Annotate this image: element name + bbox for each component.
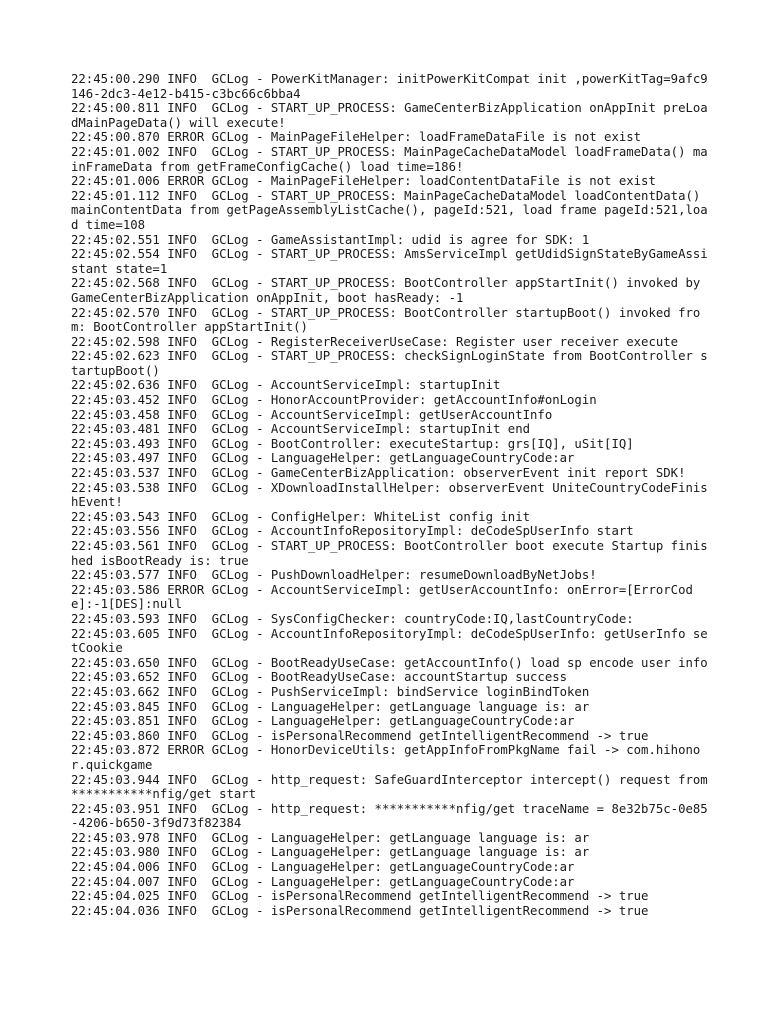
log-line: 22:45:03.577 INFO GCLog - PushDownloadHelper: resumeDownloadByNetJobs! xyxy=(71,568,597,583)
log-line: 22:45:02.623 INFO GCLog - START_UP_PROCESS: checkSignLoginState from BootController startupBoot() xyxy=(71,349,708,378)
log-line: 22:45:03.497 INFO GCLog - LanguageHelper: getLanguageCountryCode:ar xyxy=(71,451,575,466)
log-line: 22:45:03.493 INFO GCLog - BootController: executeStartup: grs[IQ], uSit[IQ] xyxy=(71,436,634,451)
log-line: 22:45:03.980 INFO GCLog - LanguageHelper: getLanguage language is: ar xyxy=(71,845,590,860)
log-line: 22:45:03.851 INFO GCLog - LanguageHelper: getLanguageCountryCode:ar xyxy=(71,714,575,729)
log-line: 22:45:02.554 INFO GCLog - START_UP_PROCESS: AmsServiceImpl getUdidSignStateByGameAssistant state=1 xyxy=(71,247,708,276)
log-line: 22:45:02.636 INFO GCLog - AccountServiceImpl: startupInit xyxy=(71,378,501,393)
log-line: 22:45:03.872 ERROR GCLog - HonorDeviceUtils: getAppInfoFromPkgName fail -> com.hihonor.quickgame xyxy=(71,743,701,772)
log-line: 22:45:03.537 INFO GCLog - GameCenterBizApplication: observerEvent init report SDK! xyxy=(71,466,686,481)
log-line: 22:45:03.593 INFO GCLog - SysConfigChecker: countryCode:IQ,lastCountryCode: xyxy=(71,611,634,626)
log-line: 22:45:01.112 INFO GCLog - START_UP_PROCESS: MainPageCacheDataModel loadContentData() mainContentData from getPageAssemblyListCache(), pageId:521, load frame pageId:521,load time=108 xyxy=(71,188,708,232)
log-line: 22:45:01.002 INFO GCLog - START_UP_PROCESS: MainPageCacheDataModel loadFrameData() mainFrameData from getFrameConfigCache() load time=186! xyxy=(71,144,708,174)
log-line: 22:45:03.556 INFO GCLog - AccountInfoRepositoryImpl: deCodeSpUserInfo start xyxy=(71,524,634,539)
log-line: 22:45:03.481 INFO GCLog - AccountServiceImpl: startupInit end xyxy=(71,422,531,437)
log-document xyxy=(71,72,723,918)
log-line: 22:45:04.007 INFO GCLog - LanguageHelper: getLanguageCountryCode:ar xyxy=(71,874,575,889)
log-line: 22:45:02.551 INFO GCLog - GameAssistantImpl: udid is agree for SDK: 1 xyxy=(71,232,590,247)
log-line: 22:45:04.036 INFO GCLog - isPersonalRecommend getIntelligentRecommend -> true xyxy=(71,903,649,918)
log-line: 22:45:00.811 INFO GCLog - START_UP_PROCESS: GameCenterBizApplication onAppInit preLoadMainPageData() will execute! xyxy=(71,101,708,130)
log-line: 22:45:03.538 INFO GCLog - XDownloadInstallHelper: observerEvent UniteCountryCodeFinishEvent! xyxy=(71,480,708,510)
log-line: 22:45:03.951 INFO GCLog - http_request: ***********nfig/get traceName = 8e32b75c-0e85-4206-b650-3f9d73f82384 xyxy=(71,801,708,831)
log-line: 22:45:03.650 INFO GCLog - BootReadyUseCase: getAccountInfo() load sp encode user info xyxy=(71,655,708,670)
log-line: 22:45:04.006 INFO GCLog - LanguageHelper: getLanguageCountryCode:ar xyxy=(71,860,575,875)
log-line: 22:45:03.662 INFO GCLog - PushServiceImpl: bindService loginBindToken xyxy=(71,684,590,699)
log-line: 22:45:04.025 INFO GCLog - isPersonalRecommend getIntelligentRecommend -> true xyxy=(71,889,649,904)
log-line: 22:45:03.452 INFO GCLog - HonorAccountProvider: getAccountInfo#onLogin xyxy=(71,393,597,408)
log-line: 22:45:03.845 INFO GCLog - LanguageHelper: getLanguage language is: ar xyxy=(71,699,590,714)
log-line: 22:45:03.543 INFO GCLog - ConfigHelper: WhiteList config init xyxy=(71,509,531,524)
log-line: 22:45:00.290 INFO GCLog - PowerKitManager: initPowerKitCompat init ,powerKitTag=9afc9146-2dc3-4e12-b415-c3bc66c6bba4 xyxy=(71,72,708,101)
log-line: 22:45:03.605 INFO GCLog - AccountInfoRepositoryImpl: deCodeSpUserInfo: getUserInfo setCookie xyxy=(71,626,708,656)
log-line: 22:45:03.652 INFO GCLog - BootReadyUseCase: accountStartup success xyxy=(71,670,568,685)
log-line: 22:45:00.870 ERROR GCLog - MainPageFileHelper: loadFrameDataFile is not exist xyxy=(71,130,642,145)
log-line: 22:45:03.860 INFO GCLog - isPersonalRecommend getIntelligentRecommend -> true xyxy=(71,728,649,743)
log-line: 22:45:03.978 INFO GCLog - LanguageHelper: getLanguage language is: ar xyxy=(71,830,590,845)
log-line: 22:45:02.598 INFO GCLog - RegisterReceiverUseCase: Register user receiver execute xyxy=(71,334,679,349)
log-line: 22:45:03.561 INFO GCLog - START_UP_PROCESS: BootController boot execute Startup finished isBootReady is: true xyxy=(71,539,708,568)
log-line: 22:45:03.586 ERROR GCLog - AccountServiceImpl: getUserAccountInfo: onError=[ErrorCode]:-1[DES]:null xyxy=(71,582,693,612)
log-line: 22:45:01.006 ERROR GCLog - MainPageFileHelper: loadContentDataFile is not exist xyxy=(71,174,656,189)
log-line: 22:45:03.458 INFO GCLog - AccountServiceImpl: getUserAccountInfo xyxy=(71,407,553,422)
log-line: 22:45:03.944 INFO GCLog - http_request: SafeGuardInterceptor intercept() request from ***********nfig/get start xyxy=(71,772,723,802)
log-line: 22:45:02.570 INFO GCLog - START_UP_PROCESS: BootController startupBoot() invoked from: BootController appStartInit() xyxy=(71,305,701,335)
log-line: 22:45:02.568 INFO GCLog - START_UP_PROCESS: BootController appStartInit() invoked by GameCenterBizApplication onAppInit, boot hasReady: -1 xyxy=(71,276,708,305)
